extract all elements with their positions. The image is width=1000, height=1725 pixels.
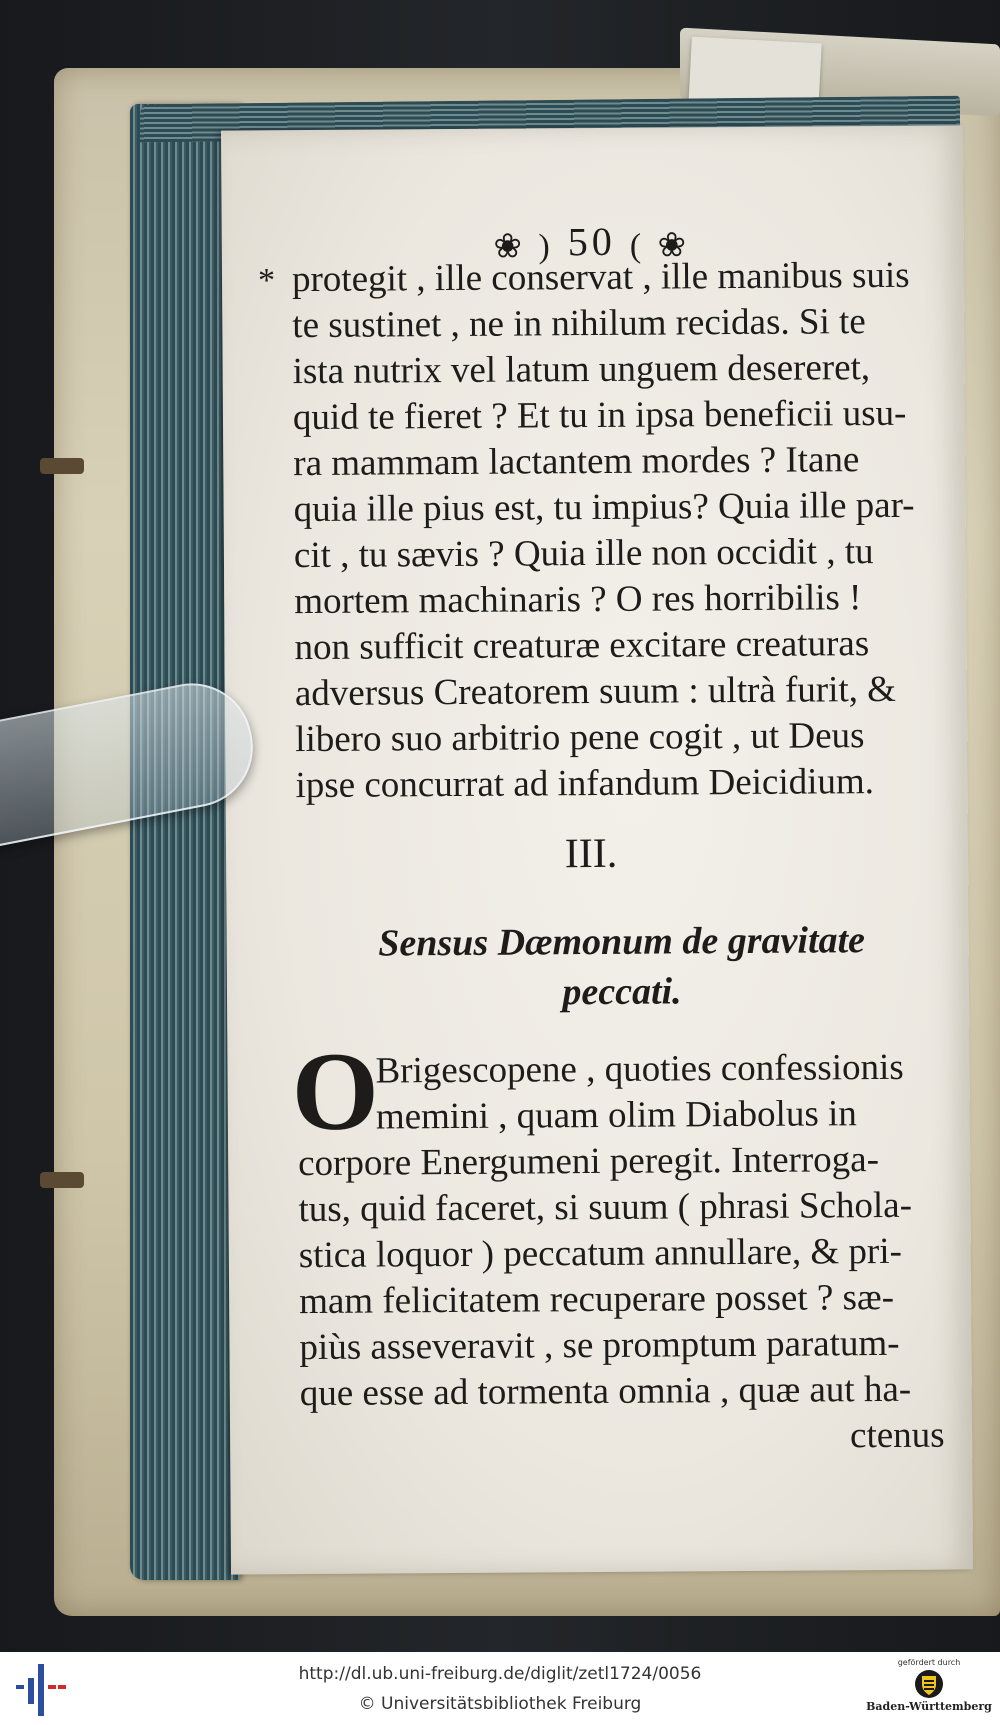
text-line: memini , quam olim Diabolus in	[375, 1093, 857, 1138]
copyright-text: © Universitätsbibliothek Freiburg	[358, 1694, 642, 1714]
running-head-right: ( ❀	[629, 227, 691, 265]
binding-clasp	[40, 1172, 84, 1188]
footer-bar	[0, 1652, 1000, 1725]
catchword: ctenus	[849, 1414, 945, 1457]
sponsor-block	[866, 1656, 992, 1722]
text-line: cit , tu sævis ? Quia ille non occidit , tu	[293, 531, 874, 577]
section-heading-line2: peccati.	[562, 970, 682, 1014]
line-marker: *	[257, 262, 276, 300]
page-number: 50	[567, 218, 616, 265]
text-line: stica loquor ) peccatum annullare, & pri-	[298, 1230, 903, 1277]
text-line: non sufficit creaturæ excitare creaturas	[294, 623, 870, 669]
section-number: III.	[564, 830, 618, 878]
text-line: ipse concurrat ad infandum Deicidium.	[295, 761, 875, 807]
sponsor-name: Baden-Württemberg	[866, 1700, 992, 1713]
text-line: mam felicitatem recuperare posset ? sæ-	[299, 1276, 895, 1323]
drop-cap: O	[291, 1029, 380, 1155]
text-line: quia ille pius est, tu impius? Quia ille par-	[293, 484, 915, 531]
sponsor-label: gefördert durch	[897, 1658, 961, 1667]
text-line: piùs asseveravit , se promptum paratum-	[299, 1322, 900, 1369]
text-line: que esse ad tormenta omnia , quæ aut ha-	[299, 1368, 912, 1415]
section-heading-line1: Sensus Dæmonum de gravitate	[378, 919, 866, 965]
running-head-left: ❀ )	[493, 228, 554, 266]
permalink-url[interactable]: http://dl.ub.uni-freiburg.de/diglit/zetl1724/0056	[298, 1664, 702, 1684]
text-line: protegit , ille conservat , ille manibus suis	[291, 254, 910, 301]
text-line: libero suo arbitrio pene cogit , ut Deus	[295, 715, 865, 761]
text-line: Brigescopene , quoties confessionis	[375, 1046, 904, 1092]
text-line: ista nutrix vel latum unguem desereret,	[292, 347, 871, 393]
text-line: ra mammam lactantem mordes ? Itane	[293, 439, 860, 485]
text-line: te sustinet , ne in nihilum recidas. Si te	[292, 301, 866, 347]
text-line: adversus Creatorem suum : ultrà furit, &	[294, 668, 897, 715]
text-line: tus, quid faceret, si suum ( phrasi Schola-	[298, 1184, 913, 1231]
text-line: quid te fieret ? Et tu in ipsa beneficii usu-	[292, 392, 907, 439]
binding-clasp	[40, 458, 84, 474]
text-line: mortem machinaris ? O res horribilis !	[294, 577, 862, 623]
printed-page	[221, 125, 973, 1574]
state-crest-icon	[914, 1669, 944, 1699]
text-line: corpore Energumeni peregit. Interroga-	[298, 1139, 880, 1185]
